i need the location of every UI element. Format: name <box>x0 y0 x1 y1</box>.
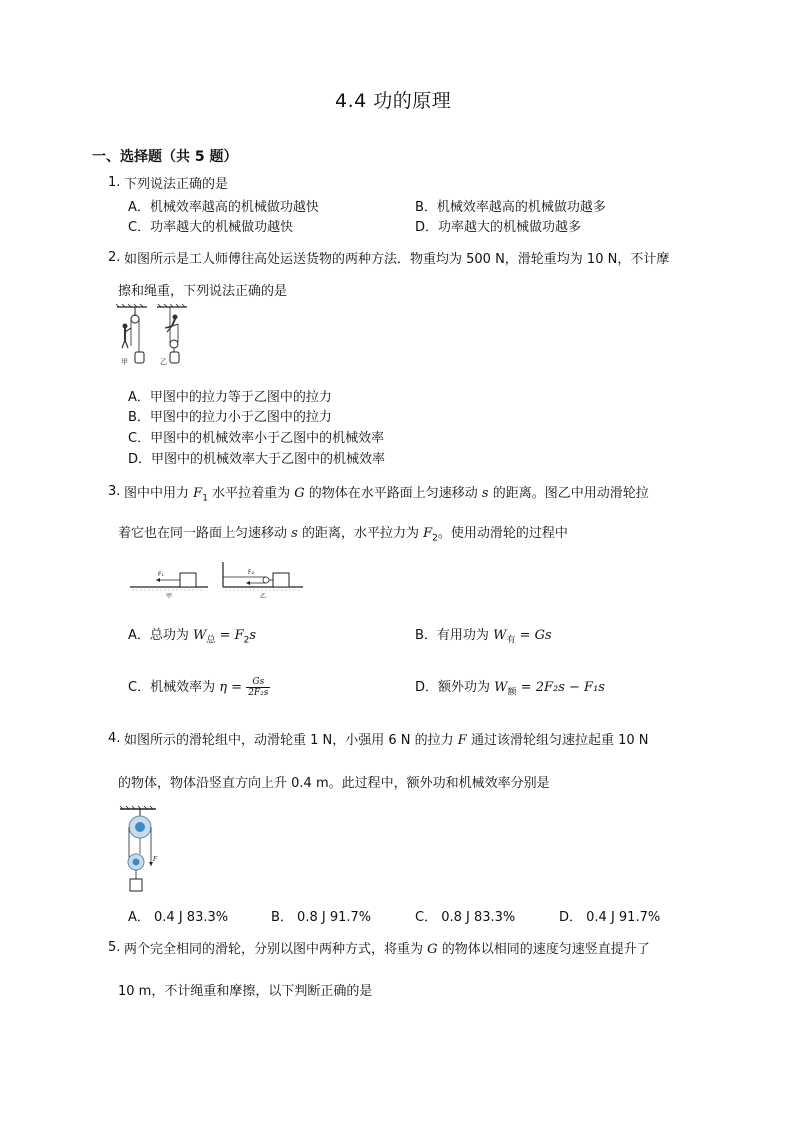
option-a <box>128 624 256 646</box>
question-stem-line-2: 擦和绳重，下列说法正确的是 <box>118 284 288 299</box>
figure-label-f: F <box>153 856 158 863</box>
stem-text: 的物体以相同的速度匀速竖直提升了 <box>441 942 650 957</box>
figure-label-yi: 乙 <box>260 593 267 600</box>
fraction-denominator: 2F₂s <box>248 688 269 698</box>
option-c: C．功率越大的机械做功越快 <box>128 220 294 235</box>
question-stem-line-1 <box>124 482 649 504</box>
stem-text: 水平拉着重为 <box>212 486 291 501</box>
option-b <box>415 624 552 646</box>
pulley-figure-q2 <box>115 304 195 374</box>
option-d: D． 0.4 J 91.7% <box>559 910 661 925</box>
symbol-f: F <box>193 486 203 501</box>
option-b: B．甲图中的拉力小于乙图中的拉力 <box>128 410 332 425</box>
option-text: B．有用功为 <box>415 628 489 643</box>
option-d: D．甲图中的机械效率大于乙图中的机械效率 <box>128 452 386 467</box>
math-eta: η = <box>219 680 243 695</box>
symbol-s: s <box>291 526 298 541</box>
fraction-numerator: Gs <box>246 677 270 688</box>
subscript: 总 <box>206 635 216 646</box>
stem-text: 如图所示的滑轮组中，动滑轮重 1 N，小强用 6 N 的拉力 <box>124 733 454 748</box>
question-stem-line-2 <box>118 522 568 544</box>
option-d <box>415 676 605 698</box>
question-number: 4. <box>108 731 121 746</box>
symbol-f: F <box>423 526 433 541</box>
page-title: 4.4 功的原理 <box>335 90 452 112</box>
subscript: 有 <box>506 635 516 646</box>
subscript: 1 <box>202 493 208 504</box>
stem-text: 的距离。图乙中用动滑轮拉 <box>492 486 649 501</box>
question-number: 5. <box>108 940 121 955</box>
question-stem-line-2: 10 m，不计绳重和摩擦，以下判断正确的是 <box>118 984 373 999</box>
section-heading: 一、选择题（共 5 题） <box>92 149 238 165</box>
stem-text: 着它也在同一路面上匀速移动 <box>118 526 288 541</box>
symbol-f: F <box>457 733 467 748</box>
stem-text: 通过该滑轮组匀速拉起重 10 N <box>470 733 649 748</box>
stem-text: 。使用动滑轮的过程中 <box>437 526 568 541</box>
pulley-block-figure <box>118 806 168 896</box>
figure-label-f2: F₂ <box>248 569 254 576</box>
math-expr: = 2F₂s − F₁s <box>520 680 605 695</box>
figure-label-yi: 乙 <box>160 358 167 366</box>
stem-text: 的距离，水平拉力为 <box>301 526 419 541</box>
question-number: 2. <box>108 250 121 265</box>
fraction <box>246 677 270 698</box>
option-c: C．甲图中的机械效率小于乙图中的机械效率 <box>128 431 385 446</box>
question-stem-line-1: 如图所示是工人师傅往高处运送货物的两种方法．物重均为 500 N，滑轮重均为 10 N，不计摩 <box>124 252 670 267</box>
stem-text: 两个完全相同的滑轮，分别以图中两种方式，将重为 <box>124 942 424 957</box>
option-a: A． 0.4 J 83.3% <box>128 910 229 925</box>
option-text: A．总功为 <box>128 628 189 643</box>
option-text: D．额外功为 <box>415 680 491 695</box>
subscript: 2 <box>243 635 250 646</box>
math-w: W <box>193 628 207 643</box>
question-stem-line-2: 的物体，物体沿竖直方向上升 0.4 m。此过程中，额外功和机械效率分别是 <box>118 776 550 791</box>
option-b: B．机械效率越高的机械做功越多 <box>415 200 606 215</box>
figure-label-f1: F₁ <box>158 571 164 578</box>
stem-text: 的物体在水平路面上匀速移动 <box>308 486 478 501</box>
symbol-s: s <box>481 486 489 501</box>
question-number: 1. <box>108 175 121 190</box>
horizontal-pull-figure <box>128 560 308 600</box>
symbol-g: G <box>294 486 305 501</box>
subscript: 2 <box>432 533 438 544</box>
math-w: W <box>493 628 507 643</box>
question-stem-line-1 <box>124 938 650 957</box>
question-stem: 下列说法正确的是 <box>124 177 229 192</box>
option-d: D．功率越大的机械做功越多 <box>415 220 582 235</box>
symbol-g: G <box>427 942 438 957</box>
stem-text: 图中中用力 <box>124 486 190 501</box>
option-c: C． 0.8 J 83.3% <box>415 910 516 925</box>
option-c <box>128 676 270 698</box>
option-a: A．机械效率越高的机械做功越快 <box>128 200 319 215</box>
figure-label-jia: 甲 <box>166 593 173 600</box>
math-expr: = F <box>219 628 244 643</box>
subscript: 额 <box>507 687 517 698</box>
math-expr: = Gs <box>519 628 552 643</box>
figure-label-jia: 甲 <box>121 358 128 366</box>
option-text: C．机械效率为 <box>128 680 216 695</box>
math-expr: s <box>249 628 257 643</box>
math-w: W <box>494 680 508 695</box>
question-number: 3. <box>108 484 121 499</box>
question-stem-line-1 <box>124 729 649 748</box>
option-a: A．甲图中的拉力等于乙图中的拉力 <box>128 390 332 405</box>
option-b: B． 0.8 J 91.7% <box>271 910 372 925</box>
